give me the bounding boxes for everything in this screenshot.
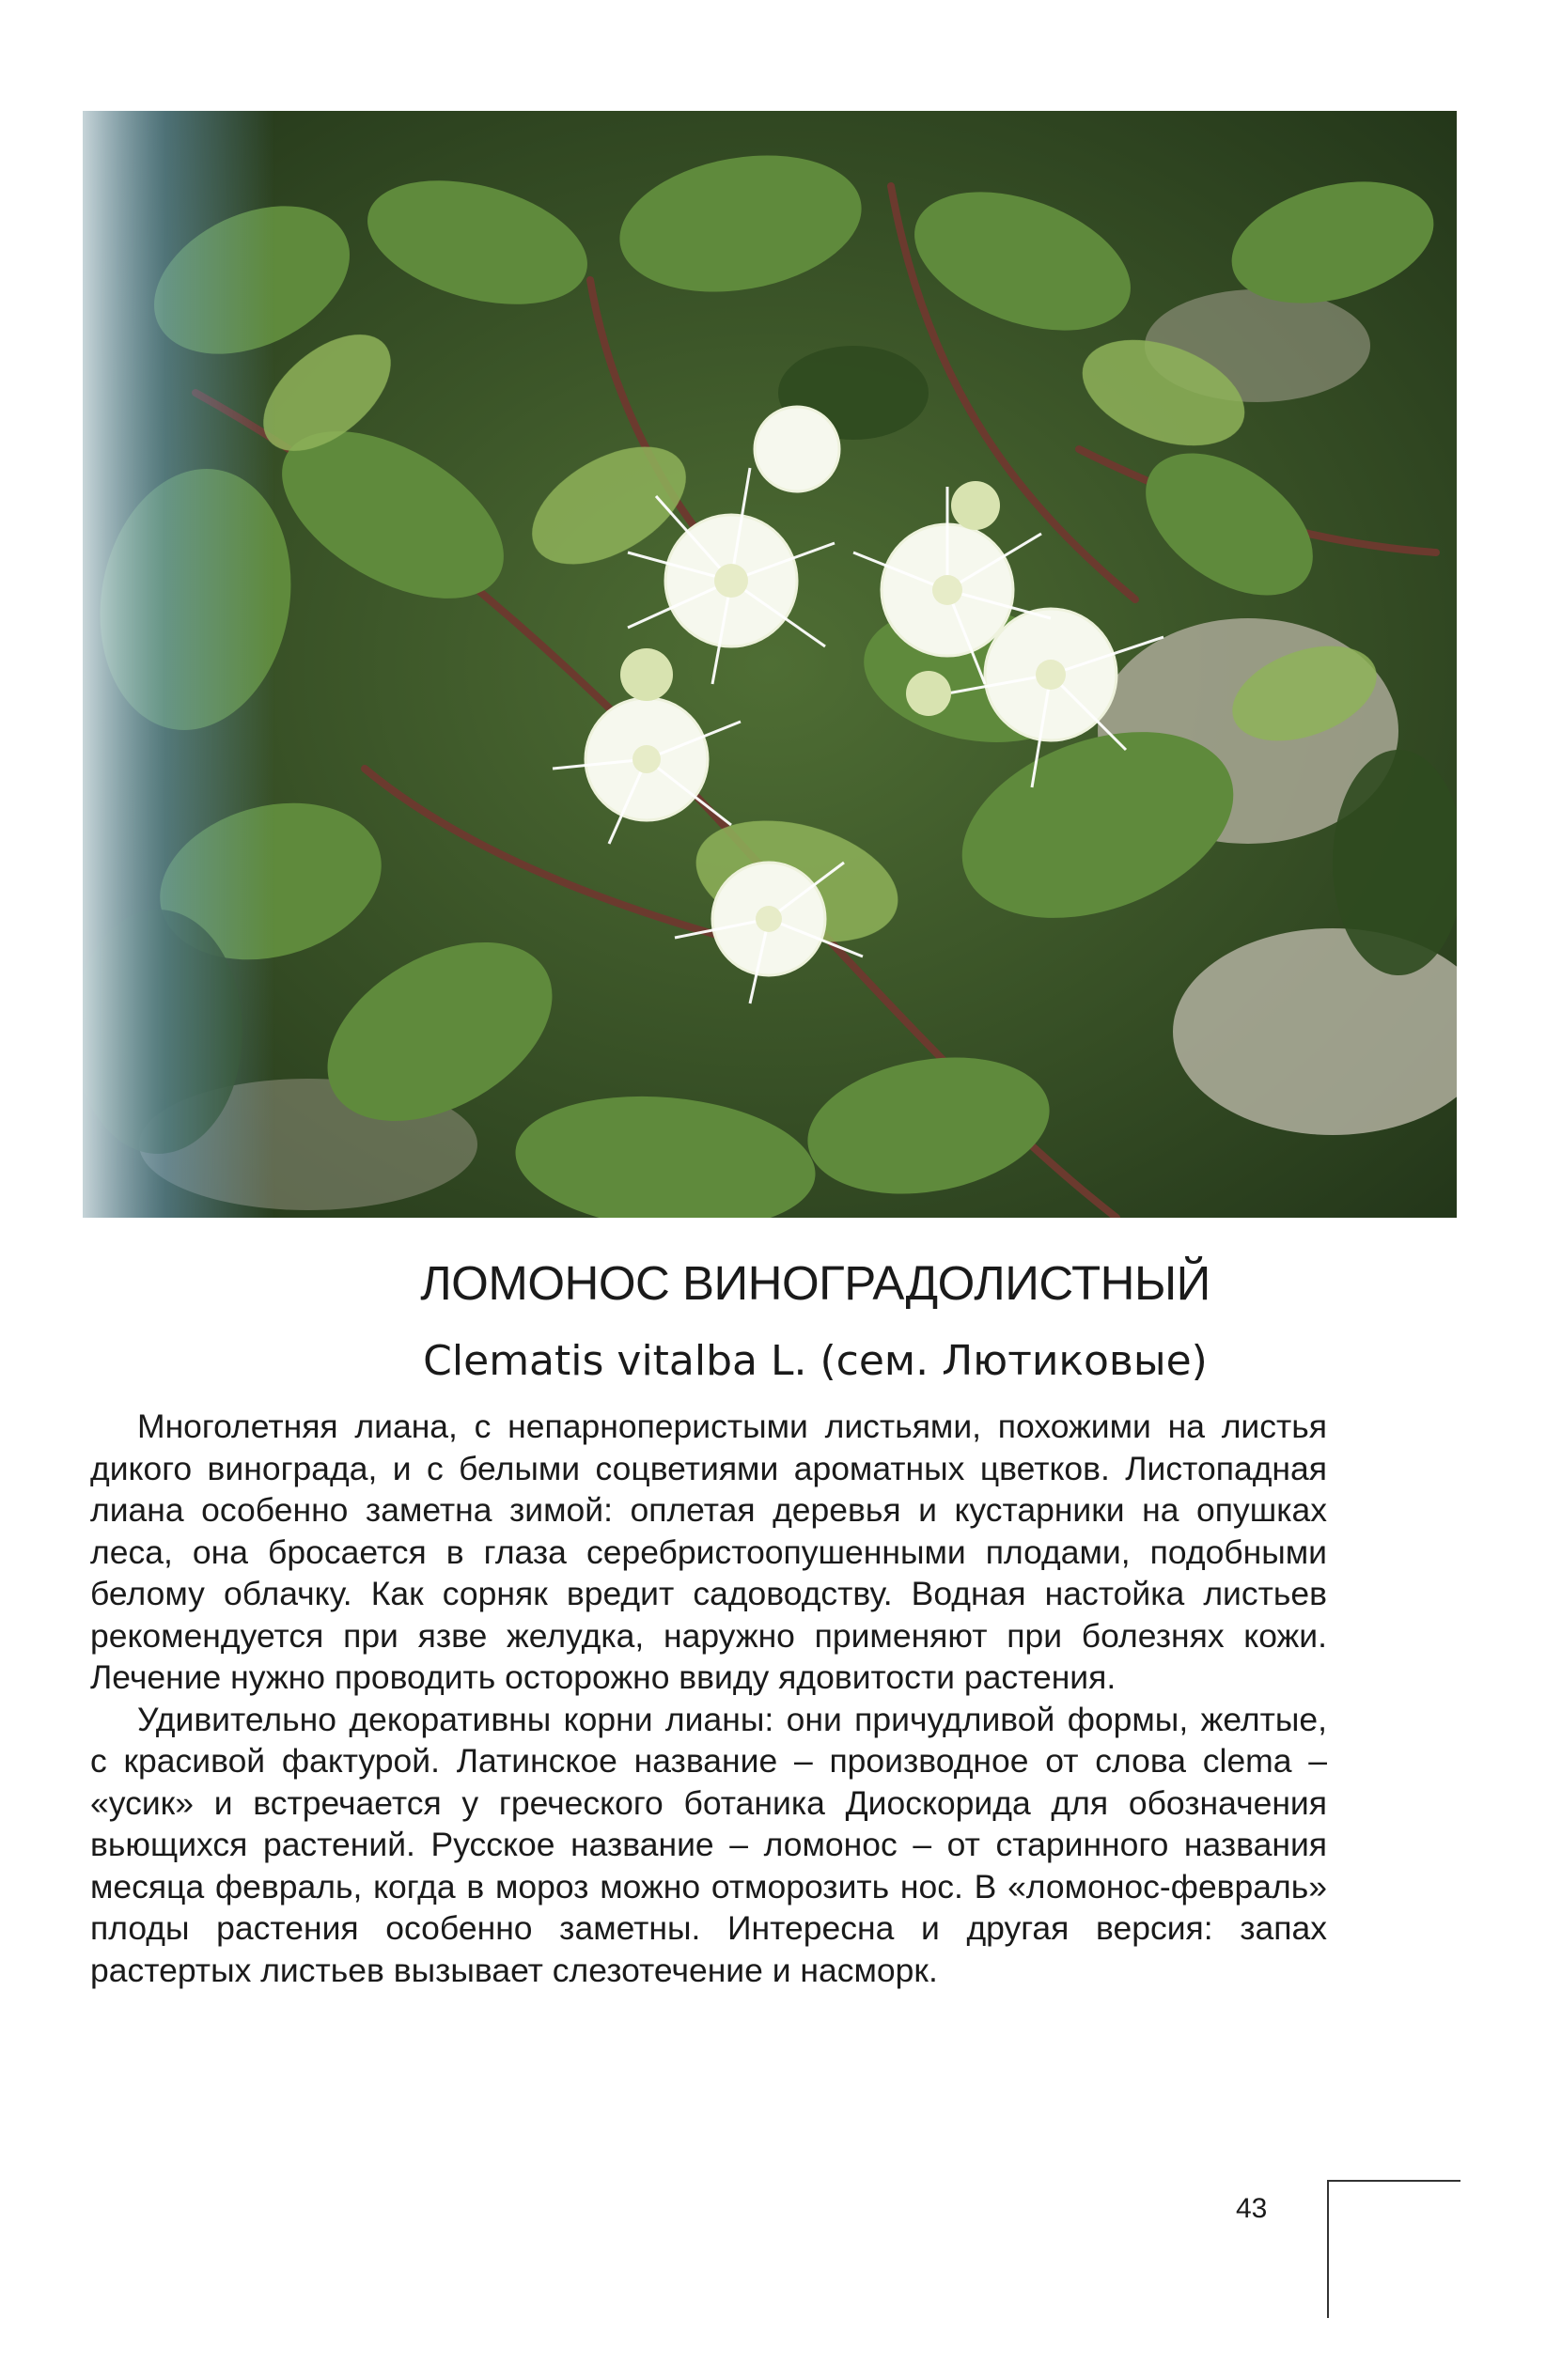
plant-photo: [83, 111, 1457, 1218]
paragraph-2: Удивительно декоративны корни лианы: они причудливой формы, желтые, с красивой фактурой. Латинское название – производное от слова clema – «усик» и встречается у греческого ботаника Диоскорида для обозначения вьющихся растений. Русское название – ломонос – от старинного названия месяца февраль, когда в мороз можно отморозить нос. В «ломонос-февраль» плоды растения особенно заметны. Интересна и другая версия: запах растертых листьев вызывает слезотечение и насморк.: [90, 1700, 1327, 1989]
plant-latin-name: Clematis vitalba L. (сем. Лютиковые): [423, 1337, 1208, 1385]
page-number: 43: [1236, 2193, 1268, 2224]
paragraph-1: Многолетняя лиана, с непарноперистыми листьями, похожими на листья дикого винограда, и с белыми соцветиями ароматных цветков. Листопадная лиана особенно заметна зимой: оплетая деревья и кустарники на опушках леса, она бросается в глаза серебристоопушенными плодами, подобными белому облачку. Как сорняк вредит садоводству. Водная настойка листьев рекомендуется при язве желудка, наружно применяют при болезнях кожи. Лечение нужно проводить осторожно ввиду ядовитости растения.: [90, 1408, 1327, 1696]
description-text: [90, 1406, 1327, 1991]
clematis-photo-illustration: [83, 111, 1457, 1218]
crop-corner-mark: [1327, 2180, 1460, 2318]
plant-title: ЛОМОНОС ВИНОГРАДОЛИСТНЫЙ: [420, 1256, 1210, 1310]
